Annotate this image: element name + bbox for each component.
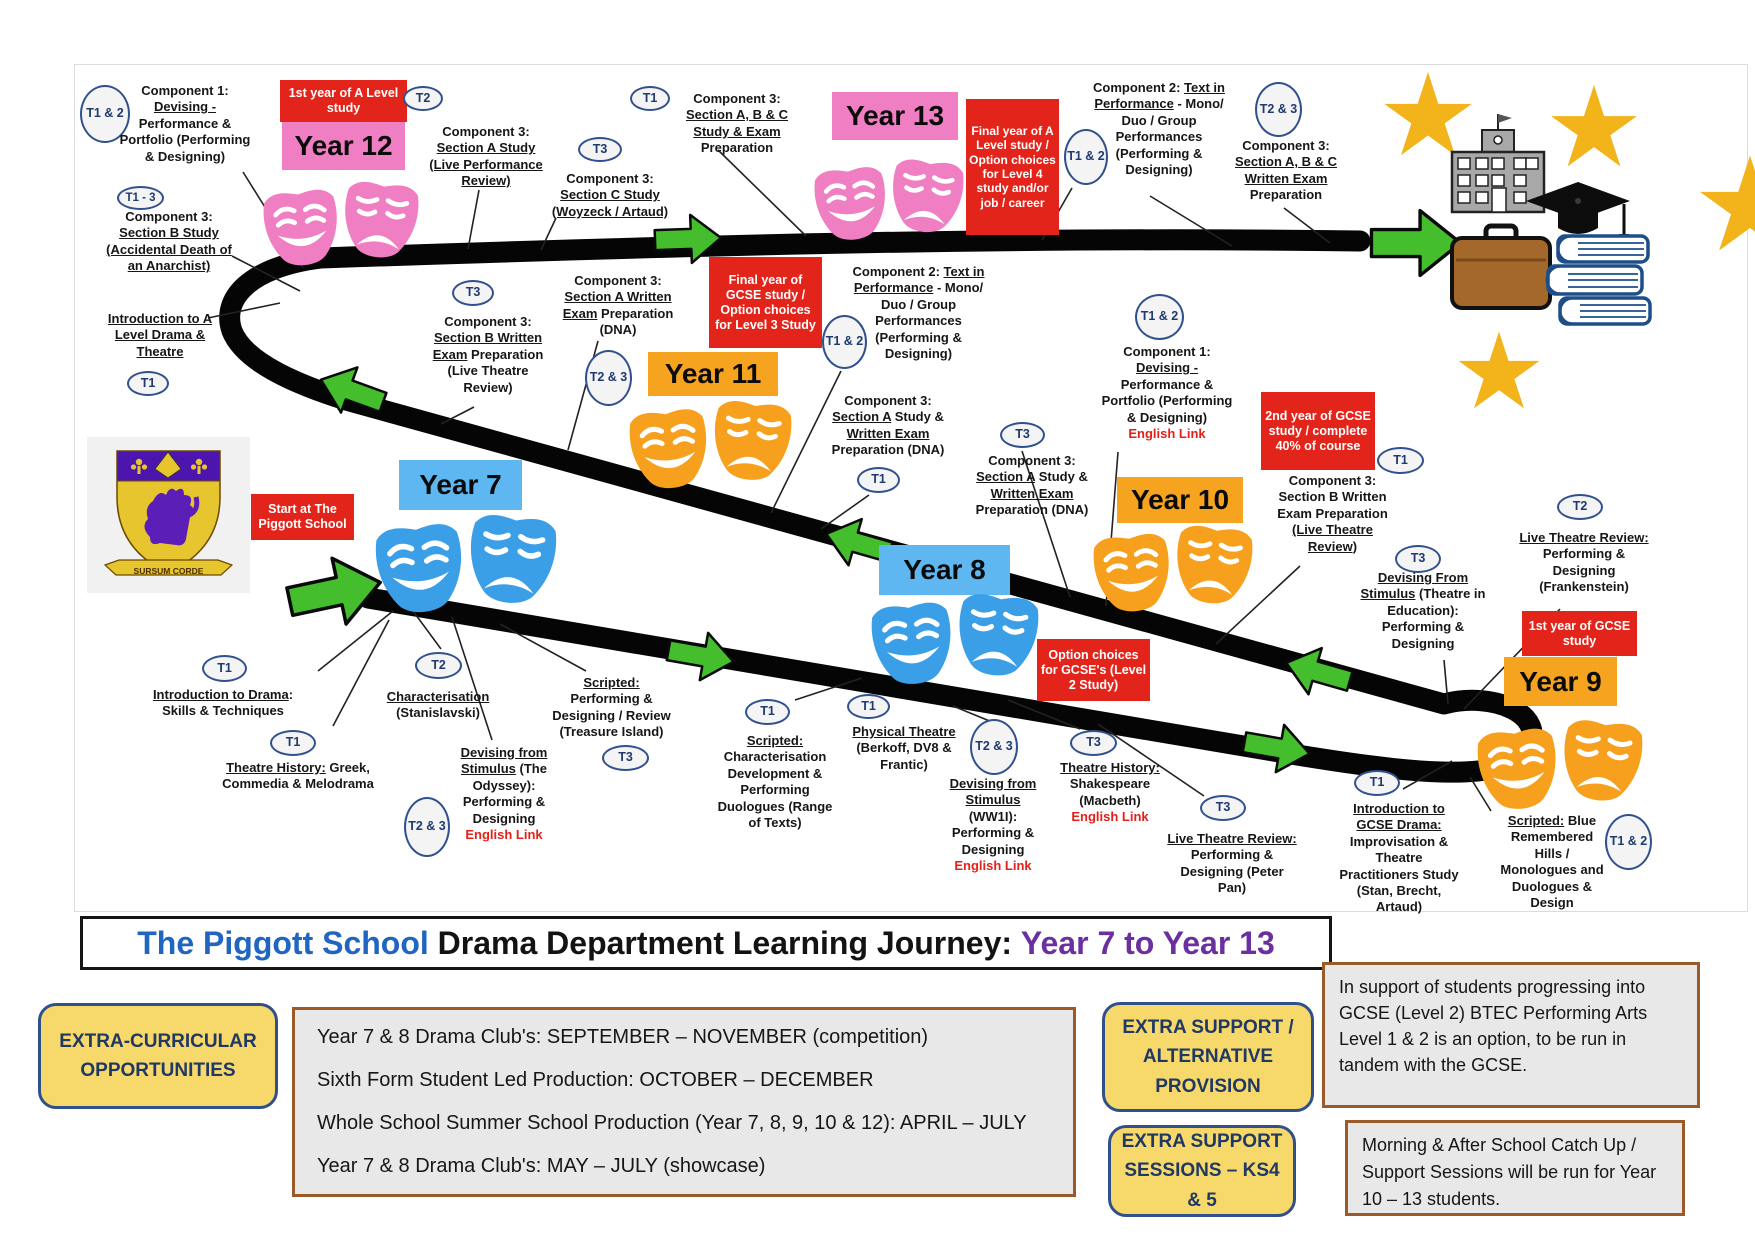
drama-masks-year9-icon (1476, 703, 1644, 827)
y7-intro-to-drama: Introduction to Drama: Skills & Techniques (152, 687, 294, 719)
flag-start: Start at The Piggott School (251, 494, 354, 540)
term-badge: T1 (630, 86, 670, 111)
title-dept: Drama Department Learning Journey: (437, 924, 1021, 961)
term-badge: T1 (857, 467, 900, 493)
term-badge: T1 (270, 730, 316, 756)
y11-component2-text-in-performance: Component 2: Text in Performance - Mono/ Duo / Group Performances (Performing & Designing) (852, 264, 985, 361)
books-icon (1547, 236, 1650, 324)
y8-live-theatre-review-peter-pan: Live Theatre Review: Performing & Designing (Peter Pan) (1167, 831, 1297, 896)
year-8-label: Year 8 (879, 545, 1010, 595)
term-badge: T2 & 3 (585, 350, 632, 406)
flag-1st-year-gcse: 1st year of GCSE study (1522, 611, 1637, 656)
term-badge: T3 (1395, 545, 1441, 573)
y8-scripted-duologues: Scripted: Characterisation Development & Performing Duologues (Range of Texts) (717, 733, 833, 830)
drama-masks-year13-icon (813, 148, 965, 252)
drama-masks-year7-icon (374, 498, 558, 630)
club-item: Whole School Summer School Production (Year 7, 8, 9, 10 & 12): APRIL – JULY (317, 1112, 1027, 1134)
y12-component3-sectionA: Component 3: Section A Study (Live Performance Review) (429, 124, 543, 189)
y9-intro-gcse-drama: Introduction to GCSE Drama: Improvisation & Theatre Practitioners Study (Stan, Brecht, Artaud) (1339, 801, 1459, 915)
y10-devising-from-stimulus: Devising From Stimulus (Theatre in Education): Performing & Designing (1360, 570, 1486, 651)
year-7-label: Year 7 (399, 460, 522, 510)
flag-2nd-year-gcse: 2nd year of GCSE study / complete 40% of course (1261, 392, 1375, 470)
y9-scripted-blue-remembered-hills: Scripted: Blue Remembered Hills / Monologues and Duologues & Design (1500, 813, 1604, 910)
star-icon (1551, 85, 1637, 166)
drama-masks-year10-icon (1092, 516, 1254, 622)
star-icon (1700, 156, 1755, 251)
school-crest (87, 437, 250, 593)
club-item: Year 7 & 8 Drama Club's: SEPTEMBER – NOVEMBER (competition) (317, 1026, 929, 1048)
y10-component3-sectionB-written: Component 3: Section B Written Exam Preparation (Live Theatre Review) (1277, 473, 1388, 554)
term-badge: T3 (1070, 730, 1117, 756)
term-badge: T3 (452, 280, 494, 306)
y7-characterisation: Characterisation (Stanislavski) (386, 689, 490, 721)
star-icon (1384, 72, 1472, 155)
school-motto: SURSUM CORDE (133, 566, 204, 576)
flag-final-year-gcse: Final year of GCSE study / Option choices for Level 3 Study (709, 257, 822, 348)
y12-component1: Component 1: Devising - Performance & Portfolio (Performing & Designing) (119, 83, 251, 164)
term-badge: T1 & 2 (80, 85, 130, 143)
term-badge: T1 (202, 655, 247, 682)
term-badge: T2 & 3 (970, 719, 1018, 775)
term-badge: T2 & 3 (404, 797, 450, 857)
term-badge: T3 (1000, 422, 1045, 448)
drama-masks-year8-icon (870, 582, 1040, 697)
club-item: Year 7 & 8 Drama Club's: MAY – JULY (showcase) (317, 1155, 766, 1177)
term-badge: T1 & 2 (1135, 294, 1184, 340)
term-badge: T1 (1377, 447, 1424, 474)
club-item: Sixth Form Student Led Production: OCTOBER – DECEMBER (317, 1069, 874, 1091)
y13-component3-study: Component 3: Section A, B & C Study & Exam Preparation (685, 91, 789, 156)
year-10-label: Year 10 (1117, 477, 1243, 523)
term-badge: T2 & 3 (1255, 82, 1302, 137)
y12-component3-sectionC: Component 3: Section C Study (Woyzeck / Artaud) (551, 171, 669, 219)
school-building-icon (1452, 114, 1544, 212)
y12-component3-sectionB: Component 3: Section B Study (Accidental Death of an Anarchist) (106, 209, 232, 274)
start-arrow-icon (283, 550, 387, 635)
y8-physical-theatre: Physical Theatre (Berkoff, DV8 & Frantic) (852, 724, 956, 772)
poster-title (80, 916, 1332, 970)
flag-final-year-a-level: Final year of A Level study / Option choices for Level 4 study and/or job / career (966, 99, 1059, 235)
y8-theatre-history-shakespeare: Theatre History: Shakespeare (Macbeth) English Link (1060, 760, 1160, 825)
y7-scripted-treasure-island: Scripted: Performing & Designing / Review (Treasure Island) (552, 675, 671, 740)
term-badge: T1 - 3 (117, 186, 164, 210)
title-range: Year 7 to Year 13 (1020, 924, 1275, 961)
term-badge: T1 (127, 371, 169, 396)
year-12-label: Year 12 (282, 122, 405, 170)
term-badge: T1 & 2 (822, 315, 867, 369)
arrow-icon (1240, 719, 1313, 778)
y8-devising-ww2: Devising from Stimulus (WW1I): Performing & Designing English Link (949, 776, 1037, 873)
y12-intro-a-level: Introduction to A Level Drama & Theatre (107, 311, 213, 359)
y13-component3-written-exam: Component 3: Section A, B & C Written Exam Preparation (1234, 138, 1338, 203)
year-9-label: Year 9 (1504, 657, 1617, 706)
briefcase-icon (1452, 226, 1550, 308)
exit-arrow-icon (1371, 211, 1460, 276)
year-13-label: Year 13 (832, 92, 958, 140)
term-badge: T3 (1200, 795, 1246, 821)
term-badge: T1 (1354, 770, 1400, 796)
term-badge: T1 & 2 (1605, 814, 1652, 870)
term-badge: T1 (745, 699, 790, 725)
y7-theatre-history: Theatre History: Greek, Commedia & Melodrama (222, 760, 374, 792)
term-badge: T1 & 2 (1064, 129, 1108, 185)
y10-component3-sectionA-dna: Component 3: Section A Study & Written Exam Preparation (DNA) (975, 453, 1089, 518)
y11-component3-sectionB-written: Component 3: Section B Written Exam Preparation (Live Theatre Review) (432, 314, 544, 395)
term-badge: T2 (403, 86, 443, 111)
drama-masks-year12-icon (262, 168, 420, 280)
term-badge: T2 (415, 652, 462, 679)
term-badge: T2 (1557, 494, 1603, 520)
drama-masks-year11-icon (628, 392, 793, 498)
y11-component3-sectionA-study: Component 3: Section A Study & Written Exam Preparation (DNA) (831, 393, 945, 458)
flag-gcse-options: Option choices for GCSE's (Level 2 Study) (1037, 639, 1150, 701)
y7-devising-odyssey: Devising from Stimulus (The Odyssey): Performing & Designing English Link (460, 745, 548, 842)
flag-1st-year-a-level: 1st year of A Level study (280, 80, 407, 122)
year-11-label: Year 11 (648, 352, 778, 396)
y11-component3-sectionA-written-dna: Component 3: Section A Written Exam Preparation (DNA) (562, 273, 674, 338)
extra-support-sessions: EXTRA SUPPORT SESSIONS – KS4 & 5 (1108, 1125, 1296, 1217)
term-badge: T3 (578, 137, 622, 162)
extra-curricular-list (292, 1007, 1076, 1197)
y13-component2-text-in-performance: Component 2: Text in Performance - Mono/ Duo / Group Performances (Performing & Designing) (1093, 80, 1225, 177)
extra-curricular-heading: EXTRA-CURRICULAR OPPORTUNITIES (38, 1003, 278, 1109)
y10-live-theatre-review: Live Theatre Review: Performing & Designing (Frankenstein) (1519, 530, 1649, 595)
star-icon (1459, 332, 1540, 409)
title-school: The Piggott School (137, 924, 438, 961)
term-badge: T3 (602, 745, 649, 771)
catchup-note: Morning & After School Catch Up / Support Sessions will be run for Year 10 – 13 students. (1345, 1120, 1685, 1216)
term-badge: T1 (847, 694, 890, 719)
btec-note: In support of students progressing into GCSE (Level 2) BTEC Performing Arts Level 1 & 2 is an option, to be run in tandem with the GCSE. (1322, 962, 1700, 1108)
extra-support-provision: EXTRA SUPPORT / ALTERNATIVE PROVISION (1102, 1002, 1314, 1112)
y10-component1-devising: Component 1: Devising - Performance & Portfolio (Performing & Designing) English Link (1101, 344, 1233, 441)
